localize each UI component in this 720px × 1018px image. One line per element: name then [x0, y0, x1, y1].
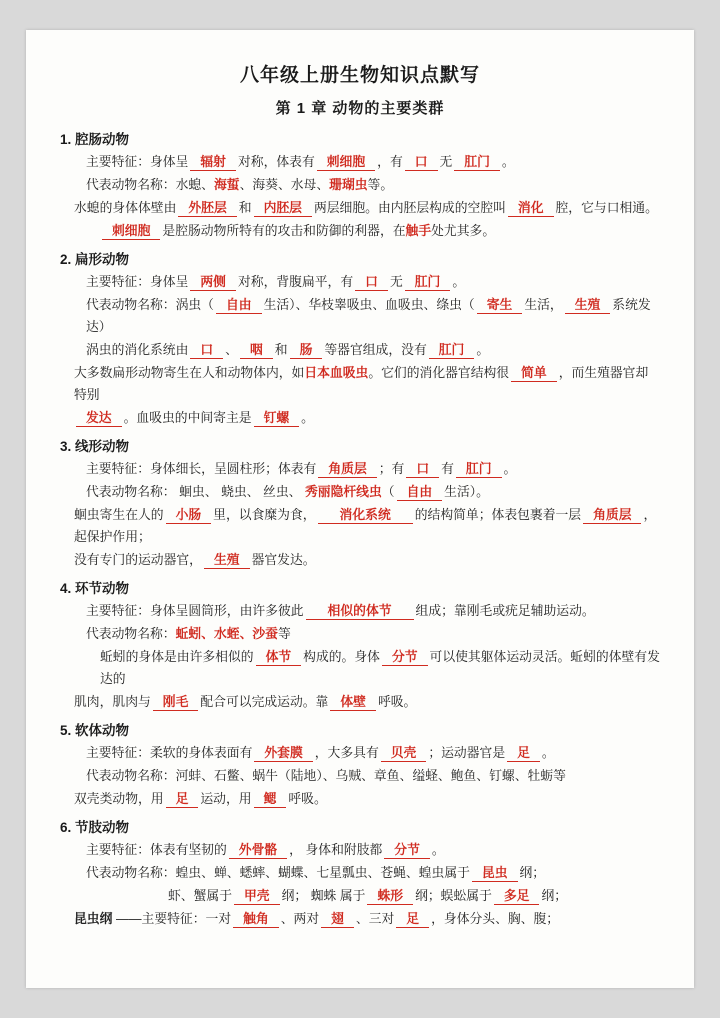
- filled-answer: 刺细胞: [102, 223, 160, 240]
- filled-answer: 自由: [397, 484, 443, 501]
- section-number: 4.: [60, 581, 72, 596]
- filled-answer: 触角: [233, 911, 279, 928]
- printed-text: 呼吸。: [377, 694, 417, 709]
- section: [60, 248, 660, 429]
- section-heading: [60, 577, 660, 597]
- filled-answer: 辐射: [190, 154, 236, 171]
- content-line: [60, 458, 660, 480]
- filled-answer: 消化: [508, 200, 554, 217]
- filled-answer: 分节: [384, 842, 430, 859]
- content-line: [60, 908, 660, 930]
- filled-answer: 刚毛: [153, 694, 199, 711]
- printed-text: 水螅的身体体壁由: [74, 200, 177, 215]
- filled-answer: 贝壳: [381, 745, 427, 762]
- printed-text: ，身体分头、胸、腹；: [431, 911, 560, 926]
- content-line: [60, 623, 660, 645]
- printed-text: 。: [501, 154, 515, 169]
- content-line: [60, 407, 660, 429]
- section-heading: [60, 128, 660, 148]
- printed-text: 代表动物名称：蝗虫、蝉、蟋蟀、蝴蝶、七星瓢虫、苍蝇、蝗虫属于: [86, 865, 470, 880]
- filled-answer: 简单: [511, 365, 557, 382]
- printed-text: 蛔虫寄生在人的: [74, 507, 164, 522]
- section: [60, 128, 660, 242]
- section: [60, 816, 660, 930]
- printed-text: 是腔肠动物所特有的攻击和防御的利器，在: [162, 223, 406, 238]
- printed-text: ，大多具有: [314, 745, 379, 760]
- printed-text: 有: [441, 461, 454, 476]
- printed-text: 等器官组成，没有: [324, 342, 427, 357]
- filled-answer: 寄生: [477, 297, 523, 314]
- filled-answer: 口: [190, 342, 223, 359]
- printed-text: 主要特征：柔软的身体表面有: [86, 745, 253, 760]
- filled-answer: 刺细胞: [317, 154, 375, 171]
- filled-answer: 外套膜: [254, 745, 312, 762]
- printed-text: 。: [476, 342, 490, 357]
- filled-answer: 肛门: [429, 342, 475, 359]
- filled-answer: 昆虫: [472, 865, 518, 882]
- section-number: 1.: [60, 132, 72, 147]
- sections-container: [60, 128, 660, 930]
- filled-answer: 两侧: [190, 274, 236, 291]
- highlighted-term: 珊瑚虫: [329, 177, 368, 192]
- printed-text: ——主要特征：一对: [112, 911, 232, 926]
- document-page: [26, 30, 694, 988]
- printed-text: 里，以食糜为食，: [213, 507, 316, 522]
- content-line: [60, 600, 660, 622]
- section-number: 2.: [60, 252, 72, 267]
- content-line: [60, 742, 660, 764]
- highlighted-term: 日本血吸虫: [304, 365, 369, 380]
- section-heading-label: 腔肠动物: [75, 132, 130, 147]
- printed-text: 、两对: [280, 911, 320, 926]
- printed-text: 虾、蟹属于: [168, 888, 232, 903]
- filled-answer: 足: [396, 911, 429, 928]
- content-line: [60, 362, 660, 406]
- content-line: [60, 765, 660, 787]
- printed-text: 配合可以完成运动。靠: [200, 694, 329, 709]
- section: [60, 435, 660, 571]
- printed-text: 系统发达）: [86, 297, 651, 334]
- printed-text: ，起保护作用；: [74, 507, 657, 544]
- printed-text: 大多数扁形动物寄生在人和动物体内，如: [74, 365, 305, 380]
- printed-text: ；运动器官是: [428, 745, 506, 760]
- printed-text: 没有专门的运动器官，: [74, 552, 202, 567]
- printed-text: 和: [274, 342, 288, 357]
- printed-text: （: [381, 484, 395, 499]
- printed-text: 等: [277, 626, 291, 641]
- section-heading-label: 环节动物: [75, 581, 130, 596]
- content-line: [60, 862, 660, 884]
- printed-text: 代表动物名称：涡虫（: [86, 297, 214, 312]
- filled-answer: 自由: [216, 297, 262, 314]
- filled-answer: 多足: [494, 888, 540, 905]
- filled-answer: 内胚层: [254, 200, 312, 217]
- printed-text: 呼吸。: [288, 791, 327, 806]
- printed-text: 两层细胞。由内胚层构成的空腔叫: [313, 200, 506, 215]
- filled-answer: 外骨骼: [229, 842, 287, 859]
- printed-text: 腔，它与口相通。: [555, 200, 658, 215]
- chapter-title: 第 1 章 动物的主要类群: [275, 100, 445, 117]
- filled-answer: 角质层: [583, 507, 641, 524]
- section-heading-label: 节肢动物: [75, 820, 130, 835]
- printed-text: 、三对: [355, 911, 395, 926]
- bold-term: 昆虫纲: [74, 911, 113, 926]
- filled-answer: 外胚层: [178, 200, 236, 217]
- printed-text: 主要特征：身体呈圆筒形，由许多彼此: [86, 603, 304, 618]
- content-line: [60, 839, 660, 861]
- printed-text: 代表动物名称：河蚌、石鳖、蜗牛（陆地）、乌贼、章鱼、缢蛏、鲍鱼、钉螺、牡蛎等: [86, 768, 566, 783]
- filled-answer: 甲壳: [234, 888, 280, 905]
- filled-answer: 肠: [290, 342, 323, 359]
- content-line: [60, 197, 660, 219]
- highlighted-term: 触手: [405, 223, 432, 238]
- printed-text: 等。: [367, 177, 394, 192]
- printed-text: 的结构简单；体表包裹着一层: [414, 507, 582, 522]
- printed-text: 双壳类动物，用: [74, 791, 164, 806]
- printed-text: ， 身体和附肢都: [289, 842, 383, 857]
- filled-answer: 肛门: [405, 274, 451, 291]
- filled-answer: 分节: [382, 649, 428, 666]
- printed-text: 构成的。身体: [303, 649, 380, 664]
- printed-text: 。血吸虫的中间寄主是: [123, 410, 252, 425]
- printed-text: 组成；靠刚毛或疣足辅助运动。: [415, 603, 595, 618]
- filled-answer: 肛门: [454, 154, 500, 171]
- printed-text: 纲；蜈蚣属于: [415, 888, 492, 903]
- printed-text: 运动，用: [200, 791, 252, 806]
- content-line: [60, 549, 660, 571]
- section-number: 6.: [60, 820, 72, 835]
- section: [60, 577, 660, 713]
- printed-text: ；有: [378, 461, 405, 476]
- printed-text: ，而生殖器官却特别: [74, 365, 649, 402]
- printed-text: 主要特征：体表有坚韧的: [86, 842, 227, 857]
- filled-answer: 蛛形: [367, 888, 413, 905]
- filled-answer: 生殖: [204, 552, 250, 569]
- filled-answer: 小肠: [166, 507, 212, 524]
- printed-text: 代表动物名称： 蛔虫、 蛲虫、 丝虫、: [86, 484, 305, 499]
- printed-text: 生活，: [524, 297, 563, 312]
- section-heading-label: 线形动物: [75, 439, 130, 454]
- printed-text: 生活）。: [444, 484, 489, 499]
- content-line: [60, 174, 660, 196]
- filled-answer: 肛门: [456, 461, 502, 478]
- content-line: [60, 481, 660, 503]
- section-heading: [60, 248, 660, 268]
- filled-answer: 口: [355, 274, 388, 291]
- printed-text: 。: [503, 461, 517, 476]
- printed-text: 肌肉，肌肉与: [74, 694, 151, 709]
- filled-answer: 翅: [321, 911, 354, 928]
- printed-text: 对称，背腹扁平，有: [237, 274, 354, 289]
- printed-text: 纲；: [541, 888, 568, 903]
- content-line: [60, 885, 660, 907]
- printed-text: 代表动物名称：: [86, 626, 176, 641]
- content-line: [60, 294, 660, 338]
- filled-answer: 口: [405, 154, 438, 171]
- printed-text: 蚯蚓的身体是由许多相似的: [100, 649, 254, 664]
- printed-text: 可以使其躯体运动灵活。蚯蚓的体壁有发达的: [100, 649, 660, 686]
- content-line: [60, 691, 660, 713]
- content-line: [60, 339, 660, 361]
- filled-answer: 角质层: [318, 461, 376, 478]
- printed-text: 纲；: [519, 865, 546, 880]
- filled-answer: 鳃: [254, 791, 287, 808]
- printed-text: 。: [431, 842, 445, 857]
- printed-text: 。它们的消化器官结构很: [368, 365, 510, 380]
- content-line: [60, 788, 660, 810]
- printed-text: 主要特征：身体呈: [86, 154, 189, 169]
- printed-text: 代表动物名称：水螅、: [86, 177, 214, 192]
- content-line: [60, 151, 660, 173]
- printed-text: 纲； 蜘蛛 属于: [281, 888, 366, 903]
- highlighted-term: 秀丽隐杆线虫: [304, 484, 382, 499]
- printed-text: 处尤其多。: [431, 223, 496, 238]
- section-heading: [60, 719, 660, 739]
- filled-answer: 钉螺: [254, 410, 300, 427]
- content-line: [60, 504, 660, 548]
- section-heading-label: 软体动物: [75, 723, 130, 738]
- printed-text: 主要特征：身体细长，呈圆柱形；体表有: [86, 461, 317, 476]
- page-title: 八年级上册生物知识点默写: [239, 65, 480, 86]
- highlighted-term: 蚯蚓、水蛭、沙蚕: [175, 626, 278, 641]
- printed-text: 无: [389, 274, 403, 289]
- filled-answer: 足: [166, 791, 199, 808]
- printed-text: 主要特征：身体呈: [86, 274, 189, 289]
- printed-text: 。: [301, 410, 314, 425]
- section-number: 5.: [60, 723, 72, 738]
- section-heading: [60, 435, 660, 455]
- filled-answer: 相似的体节: [306, 603, 414, 620]
- printed-text: 对称，体表有: [237, 154, 315, 169]
- printed-text: 。: [541, 745, 555, 760]
- filled-answer: 发达: [76, 410, 122, 427]
- filled-answer: 生殖: [565, 297, 611, 314]
- printed-text: ，有: [377, 154, 403, 169]
- printed-text: 。: [452, 274, 466, 289]
- printed-text: 生活）、华枝睾吸虫、血吸虫、绦虫（: [263, 297, 475, 312]
- section-heading: [60, 816, 660, 836]
- printed-text: 和: [238, 200, 252, 215]
- section-heading-label: 扁形动物: [75, 252, 130, 267]
- filled-answer: 体壁: [330, 694, 376, 711]
- printed-text: 无: [439, 154, 453, 169]
- content-line: [60, 271, 660, 293]
- filled-answer: 消化系统: [318, 507, 413, 524]
- printed-text: 、海葵、水母、: [239, 177, 330, 192]
- section: [60, 719, 660, 810]
- content-line: [60, 220, 660, 242]
- filled-answer: 体节: [256, 649, 302, 666]
- filled-answer: 口: [406, 461, 439, 478]
- filled-answer: 足: [507, 745, 540, 762]
- section-number: 3.: [60, 439, 72, 454]
- printed-text: 、: [225, 342, 238, 357]
- filled-answer: 咽: [240, 342, 273, 359]
- printed-text: 器官发达。: [251, 552, 316, 567]
- content-line: [60, 646, 660, 690]
- highlighted-term: 海蜇: [213, 177, 240, 192]
- printed-text: 涡虫的消化系统由: [86, 342, 189, 357]
